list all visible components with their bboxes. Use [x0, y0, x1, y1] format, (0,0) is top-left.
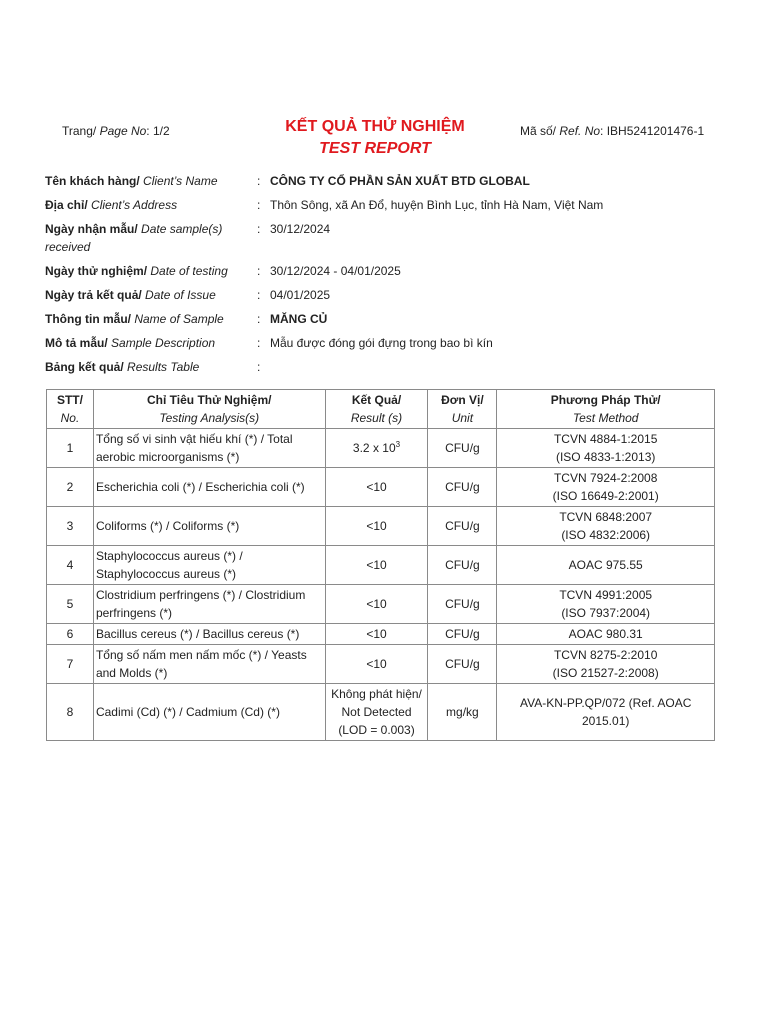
cell-analysis: Staphylococcus aureus (*) / Staphylococcus aureus (*): [93, 546, 325, 585]
cell-no: 8: [47, 684, 94, 741]
reference-number: Mã số/ Ref. No: IBH5241201476-1: [520, 124, 705, 138]
page-label-vn: Trang/: [62, 124, 97, 138]
info-row-issue: [45, 286, 725, 310]
cell-analysis: Tổng số vi sinh vật hiếu khí (*) / Total aerobic microorganisms (*): [93, 429, 325, 468]
client-name: CÔNG TY CỔ PHẦN SẢN XUẤT BTD GLOBAL: [270, 174, 530, 188]
cell-method: AOAC 980.31: [497, 624, 715, 645]
date-issue: 04/01/2025: [270, 288, 331, 302]
cell-no: 5: [47, 585, 94, 624]
results-table-label-en: Results Table: [127, 360, 200, 374]
cell-unit: mg/kg: [428, 684, 497, 741]
info-row-address: [45, 196, 725, 220]
header-unit: Đơn Vị/ Unit: [428, 390, 497, 429]
cell-unit: CFU/g: [428, 624, 497, 645]
header-result: Kết Quả/ Result (s): [325, 390, 428, 429]
cell-result: <10: [325, 645, 428, 684]
info-row-client: [45, 172, 725, 196]
cell-analysis: Escherichia coli (*) / Escherichia coli (*): [93, 468, 325, 507]
table-row: [47, 585, 715, 624]
page-value: 1/2: [152, 124, 170, 138]
colon: :: [257, 222, 261, 236]
cell-method: TCVN 6848:2007 (ISO 4832:2006): [497, 507, 715, 546]
table-row: [47, 624, 715, 645]
cell-result: Không phát hiện/ Not Detected (LOD = 0.003): [325, 684, 428, 741]
results-table-label-vn: Bảng kết quả/: [45, 360, 124, 374]
cell-method: TCVN 4884-1:2015 (ISO 4833-1:2013): [497, 429, 715, 468]
cell-method: TCVN 7924-2:2008 (ISO 16649-2:2001): [497, 468, 715, 507]
results-table: [46, 389, 715, 741]
sample-desc-label-en: Sample Description: [111, 336, 216, 350]
cell-analysis: Cadimi (Cd) (*) / Cadmium (Cd) (*): [93, 684, 325, 741]
received-label-en: Date sample(s) received: [45, 222, 223, 254]
client-info-section: [45, 172, 725, 382]
table-row: [47, 645, 715, 684]
cell-unit: CFU/g: [428, 507, 497, 546]
ref-label-en: Ref. No: [559, 124, 601, 138]
info-row-sample-name: [45, 310, 725, 334]
sample-desc-label-vn: Mô tả mẫu/: [45, 336, 108, 350]
cell-analysis: Tổng số nấm men nấm mốc (*) / Yeasts and Molds (*): [93, 645, 325, 684]
colon: :: [257, 174, 261, 188]
cell-unit: CFU/g: [428, 546, 497, 585]
sample-description: Mẫu được đóng gói đựng trong bao bì kín: [270, 336, 493, 350]
info-row-sample-desc: [45, 334, 725, 358]
cell-analysis: Coliforms (*) / Coliforms (*): [93, 507, 325, 546]
client-label-en: Client’s Name: [143, 174, 218, 188]
ref-value: IBH5241201476-1: [606, 124, 705, 138]
cell-unit: CFU/g: [428, 645, 497, 684]
cell-result: <10: [325, 507, 428, 546]
cell-unit: CFU/g: [428, 468, 497, 507]
client-address: Thôn Sông, xã An Đổ, huyện Bình Lục, tỉnh Hà Nam, Việt Nam: [270, 198, 604, 212]
cell-no: 3: [47, 507, 94, 546]
sample-name-label-vn: Thông tin mẫu/: [45, 312, 131, 326]
info-row-results-table: [45, 358, 725, 382]
cell-result: <10: [325, 468, 428, 507]
table-row: [47, 468, 715, 507]
sample-name-label-en: Name of Sample: [134, 312, 224, 326]
cell-method: AOAC 975.55: [497, 546, 715, 585]
cell-no: 6: [47, 624, 94, 645]
address-label-vn: Địa chỉ/: [45, 198, 88, 212]
colon: :: [257, 198, 261, 212]
testing-label-vn: Ngày thử nghiệm/: [45, 264, 148, 278]
table-row: [47, 507, 715, 546]
colon: :: [257, 288, 261, 302]
report-title: [230, 117, 520, 159]
client-label-vn: Tên khách hàng/: [45, 174, 140, 188]
cell-unit: CFU/g: [428, 585, 497, 624]
colon: :: [257, 336, 261, 350]
cell-no: 7: [47, 645, 94, 684]
date-received: 30/12/2024: [270, 222, 331, 236]
date-testing: 30/12/2024 - 04/01/2025: [270, 264, 401, 278]
colon: :: [257, 264, 261, 278]
cell-analysis: Clostridium perfringens (*) / Clostridium perfringens (*): [93, 585, 325, 624]
issue-label-vn: Ngày trả kết quả/: [45, 288, 142, 302]
info-row-testing: [45, 262, 725, 286]
title-english: TEST REPORT: [319, 140, 431, 157]
colon: :: [257, 360, 261, 374]
ref-label-vn: Mã số/: [520, 124, 557, 138]
cell-no: 1: [47, 429, 94, 468]
page-number: Trang/ Page No: 1/2: [62, 124, 170, 138]
received-label-vn: Ngày nhận mẫu/: [45, 222, 138, 236]
cell-result: <10: [325, 624, 428, 645]
testing-label-en: Date of testing: [150, 264, 228, 278]
table-row: [47, 684, 715, 741]
cell-result: <10: [325, 585, 428, 624]
page-label-en: Page No: [99, 124, 147, 138]
cell-method: AVA-KN-PP.QP/072 (Ref. AOAC 2015.01): [497, 684, 715, 741]
cell-no: 2: [47, 468, 94, 507]
table-row: [47, 429, 715, 468]
sample-name: MĂNG CỦ: [270, 312, 328, 326]
colon: :: [257, 312, 261, 326]
header-no: STT/ No.: [47, 390, 94, 429]
cell-analysis: Bacillus cereus (*) / Bacillus cereus (*): [93, 624, 325, 645]
address-label-en: Client’s Address: [91, 198, 178, 212]
cell-unit: CFU/g: [428, 429, 497, 468]
cell-result: <10: [325, 546, 428, 585]
header-method: Phương Pháp Thử/ Test Method: [497, 390, 715, 429]
header-analysis: Chỉ Tiêu Thử Nghiệm/ Testing Analysis(s): [93, 390, 325, 429]
issue-label-en: Date of Issue: [145, 288, 216, 302]
info-row-received: [45, 220, 725, 262]
cell-method: TCVN 4991:2005 (ISO 7937:2004): [497, 585, 715, 624]
cell-method: TCVN 8275-2:2010 (ISO 21527-2:2008): [497, 645, 715, 684]
cell-no: 4: [47, 546, 94, 585]
cell-result: 3.2 x $10^3$: [325, 429, 428, 468]
table-row: [47, 546, 715, 585]
table-header-row: [47, 390, 715, 429]
title-vietnamese: KẾT QUẢ THỬ NGHIỆM: [285, 118, 465, 135]
